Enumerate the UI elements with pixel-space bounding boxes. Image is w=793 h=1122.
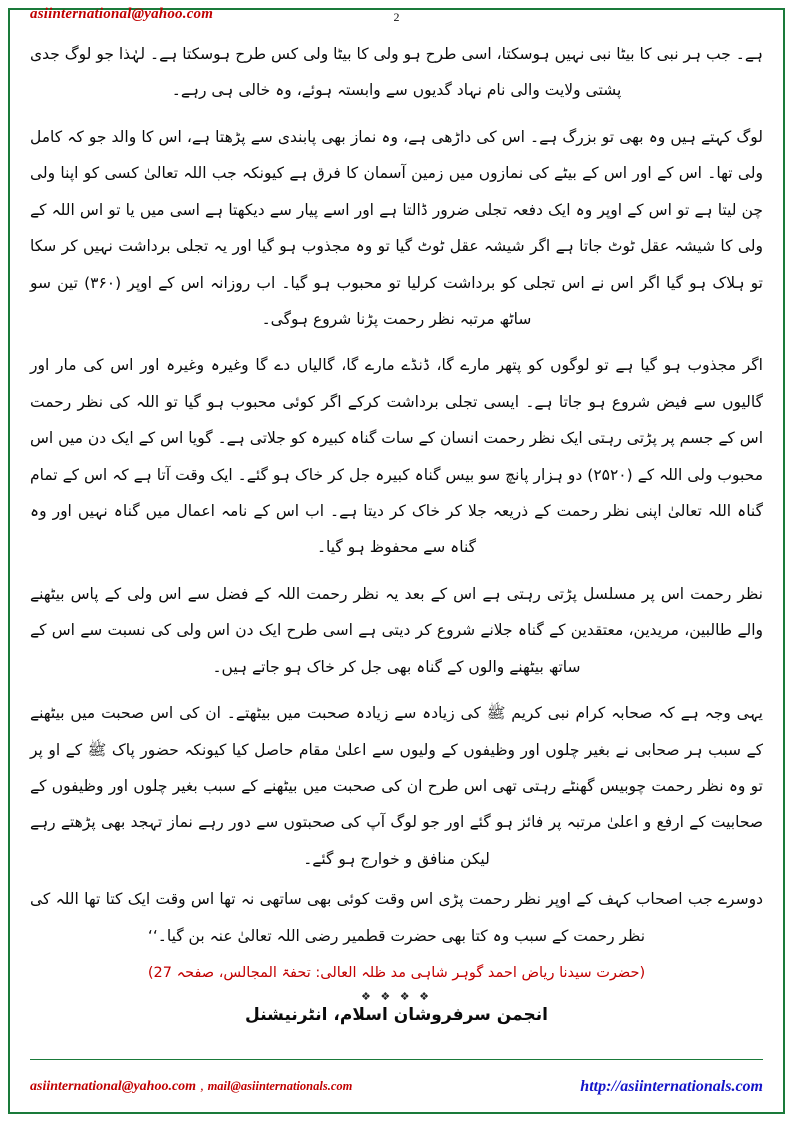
footer-website-link[interactable]: http://asiinternationals.com [580, 1078, 763, 1095]
header-email: asiinternational@yahoo.com [30, 6, 214, 22]
page-number: 2 [393, 10, 400, 24]
footer-divider [30, 1059, 763, 1060]
footer-emails [30, 1079, 352, 1095]
footer-email-secondary[interactable]: mail@asiinternationals.com [207, 1079, 353, 1093]
ornament-divider-icon: ❖ ❖ ❖ ❖ [361, 989, 432, 1003]
footer-email-separator: , [200, 1079, 204, 1094]
body-paragraph: اگر مجذوب ہو گیا ہے تو لوگوں کو پتھر مارے گا، ڈنڈے مارے گا، گالیاں دے گا وغیرہ وغیرہ اور اس کی مار اور گالیوں سے فیض شروع ہو جاتا ہے۔ ایسی تجلی برداشت کرکے اگر کوئی محبوب ہو گیا تو اللہ کی نظر رحمت اس کے جسم پر پڑتی رہتی ایک نظر رحمت انسان کے سات گناہ کبیرہ کو جلاتی ہے۔ گویا اس کے ایک دن میں اس محبوب ولی اللہ کے (۲۵۲۰) دو ہزار پانچ سو بیس گناہ کبیرہ جل کر خاک ہو گئے۔ ایک وقت آتا ہے کہ اس کے تمام گناہ اللہ تعالیٰ اپنی نظر رحمت کے ذریعہ جلا کر خاک کر دیتا ہے۔ اب اس کے نامہ اعمال میں گناہ نہیں اور وہ گناہ سے محفوظ ہو گیا۔ [30, 356, 763, 557]
page-footer [30, 1078, 763, 1096]
document-body [30, 32, 763, 1032]
body-paragraph: ہے۔ جب ہر نبی کا بیٹا نبی نہیں ہوسکتا، اسی طرح ہو ولی کا بیٹا ولی کس طرح ہوسکتا ہے۔ لہٰذا جو لوگ جدی پشتی ولایت والی نام نہاد گدیوں سے وابستہ ہوئے، وہ خالی ہی رہے۔ [30, 45, 763, 100]
organization-name: انجمن سرفروشان اسلام، انٹرنیشنل [245, 1004, 548, 1025]
body-paragraph: نظر رحمت اس پر مسلسل پڑتی رہتی ہے اس کے بعد یہ نظر رحمت اللہ کے فضل سے اس ولی کے پاس بیٹھنے والے طالبین، مریدین، معتقدین کے گناہ جلانے شروع کر دیتی ہے اسی طرح ایک دن اس ولی کی نسبت سے اس کے ساتھ بیٹھنے والوں کے گناہ بھی جل کر خاک ہو جاتے ہیں۔ [30, 584, 763, 676]
body-paragraph: لوگ کہتے ہیں وہ بھی تو بزرگ ہے۔ اس کی داڑھی ہے، وہ نماز بھی پابندی سے پڑھتا ہے، اس کا والد جو کہ کامل ولی تھا۔ اس کے اور اس کے بیٹے کی نمازوں میں زمین آسمان کا فرق ہے کیونکہ جب اللہ تعالیٰ کسی کو اپنا ولی چن لیتا ہے تو اس کے اوپر وہ ایک دفعہ تجلی ضرور ڈالتا ہے اور اسے پیار سے دیکھتا ہے اسی میں یا تو اس اللہ کے ولی کا شیشہ عقل ٹوٹ جاتا ہے اگر شیشہ عقل ٹوٹ گیا تو وہ مجذوب ہو گیا اور یہ تجلی برداشت نہیں کر سکا تو ہلاک ہو گیا اگر اس نے اس تجلی کو برداشت کرلیا تو محبوب ہو گیا۔ اب روزانہ اس کے اوپر (۳۶۰) تین سو ساٹھ مرتبہ نظر رحمت پڑنا شروع ہوگی۔ [30, 127, 763, 328]
footer-email-primary[interactable]: asiinternational@yahoo.com [30, 1079, 197, 1094]
body-paragraph: دوسرے جب اصحاب کہف کے اوپر نظر رحمت پڑی اس وقت کوئی بھی ساتھی نہ تھا اس وقت ایک کتا تھا اللہ کی نظر رحمت کے سبب وہ کتا بھی حضرت قطمیر رضی اللہ تعالیٰ عنہ بن گیا۔‘‘ [30, 890, 763, 945]
body-paragraph: یہی وجہ ہے کہ صحابہ کرام نبی کریم ﷺ کی زیادہ سے زیادہ صحبت میں بیٹھتے۔ ان کی اس صحبت میں بیٹھنے کے سبب ہر صحابی نے بغیر چلوں اور وظیفوں کے ولیوں سے اعلیٰ مقام حاصل کیا کیونکہ حضور پاک ﷺ کے او پر تو وہ نظر رحمت چوبیس گھنٹے رہتی تھی اس طرح ان کی صحبت میں بیٹھنے کے سبب بغیر چلوں اور وظیفوں کے صحابیت کے ارفع و اعلیٰ مرتبہ پر فائز ہو گئے اور جو لوگ آپ کی صحبتوں سے دور رہے نماز تہجد بھی پڑھتے رہے لیکن منافق و خوارج ہو گئے۔ [30, 704, 763, 868]
source-citation: (حضرت سیدنا ریاض احمد گوہر شاہی مد ظلہ العالی: تحفۃ المجالس، صفحہ 27) [147, 965, 646, 982]
